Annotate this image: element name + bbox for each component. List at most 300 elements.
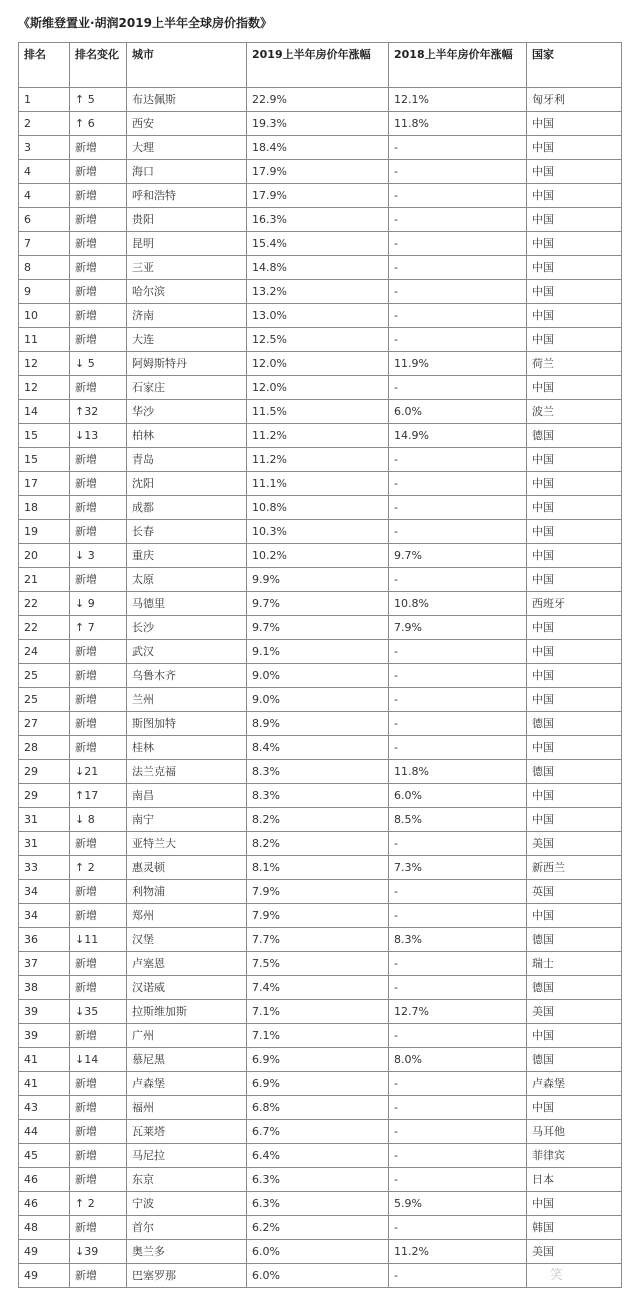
table-row: [19, 952, 622, 976]
country-cell: 中国: [527, 520, 622, 544]
growth-2018-cell: -: [389, 1216, 527, 1240]
country-cell: 日本: [527, 1168, 622, 1192]
country-cell: 中国: [527, 280, 622, 304]
growth-2019-cell: 6.9%: [247, 1048, 389, 1072]
growth-2019-cell: 6.8%: [247, 1096, 389, 1120]
rank-change-cell: ↓ 5: [70, 352, 127, 376]
growth-2018-cell: -: [389, 1144, 527, 1168]
growth-2019-cell: 22.9%: [247, 88, 389, 112]
rank-change-cell: 新增: [70, 472, 127, 496]
rank-cell: 34: [19, 904, 70, 928]
rank-change-cell: 新增: [70, 1264, 127, 1288]
country-cell: 荷兰: [527, 352, 622, 376]
rank-change-cell: ↑ 6: [70, 112, 127, 136]
rank-change-cell: ↓13: [70, 424, 127, 448]
table-row: [19, 1096, 622, 1120]
growth-2018-cell: 9.7%: [389, 544, 527, 568]
growth-2018-cell: -: [389, 376, 527, 400]
rank-change-cell: 新增: [70, 568, 127, 592]
table-row: [19, 1024, 622, 1048]
city-cell: 武汉: [127, 640, 247, 664]
rank-change-cell: 新增: [70, 280, 127, 304]
table-row: [19, 1216, 622, 1240]
rank-change-cell: 新增: [70, 256, 127, 280]
rank-change-cell: ↓ 8: [70, 808, 127, 832]
rank-change-cell: 新增: [70, 208, 127, 232]
country-cell: 中国: [527, 256, 622, 280]
city-cell: 奥兰多: [127, 1240, 247, 1264]
rank-cell: 4: [19, 184, 70, 208]
rank-cell: 18: [19, 496, 70, 520]
rank-change-cell: 新增: [70, 712, 127, 736]
rank-change-cell: 新增: [70, 136, 127, 160]
rank-change-cell: 新增: [70, 520, 127, 544]
table-row: [19, 664, 622, 688]
growth-2019-cell: 6.0%: [247, 1264, 389, 1288]
rank-change-cell: 新增: [70, 952, 127, 976]
rank-cell: 44: [19, 1120, 70, 1144]
city-cell: 昆明: [127, 232, 247, 256]
growth-2018-cell: 11.8%: [389, 112, 527, 136]
city-cell: 长沙: [127, 616, 247, 640]
city-cell: 沈阳: [127, 472, 247, 496]
rank-cell: 27: [19, 712, 70, 736]
growth-2019-cell: 10.8%: [247, 496, 389, 520]
table-row: [19, 1048, 622, 1072]
table-row: [19, 1168, 622, 1192]
table-body: [19, 88, 622, 1288]
country-cell: 中国: [527, 472, 622, 496]
table-row: [19, 1120, 622, 1144]
table-row: [19, 112, 622, 136]
country-cell: 德国: [527, 928, 622, 952]
table-row: [19, 424, 622, 448]
country-cell: 中国: [527, 136, 622, 160]
rank-change-cell: 新增: [70, 1024, 127, 1048]
growth-2019-cell: 19.3%: [247, 112, 389, 136]
growth-2019-cell: 6.3%: [247, 1192, 389, 1216]
growth-2019-cell: 7.1%: [247, 1000, 389, 1024]
growth-2019-cell: 6.0%: [247, 1240, 389, 1264]
rank-cell: 11: [19, 328, 70, 352]
table-row: [19, 256, 622, 280]
rank-cell: 22: [19, 616, 70, 640]
rank-cell: 2: [19, 112, 70, 136]
header-growth-2019: 2019上半年房价年涨幅: [247, 43, 389, 88]
city-cell: 重庆: [127, 544, 247, 568]
rank-change-cell: ↑17: [70, 784, 127, 808]
growth-2018-cell: 11.2%: [389, 1240, 527, 1264]
country-cell: 马耳他: [527, 1120, 622, 1144]
growth-2018-cell: -: [389, 520, 527, 544]
city-cell: 慕尼黑: [127, 1048, 247, 1072]
city-cell: 法兰克福: [127, 760, 247, 784]
growth-2019-cell: 18.4%: [247, 136, 389, 160]
country-cell: 波兰: [527, 400, 622, 424]
table-row: [19, 1072, 622, 1096]
rank-cell: 41: [19, 1072, 70, 1096]
table-row: [19, 1240, 622, 1264]
country-cell: 中国: [527, 808, 622, 832]
page-title: 《斯维登置业·胡润2019上半年全球房价指数》: [18, 16, 272, 30]
rank-cell: 6: [19, 208, 70, 232]
table-row: [19, 280, 622, 304]
rank-change-cell: ↓ 3: [70, 544, 127, 568]
growth-2019-cell: 12.0%: [247, 376, 389, 400]
header-rank: 排名: [19, 43, 70, 88]
growth-2019-cell: 7.9%: [247, 904, 389, 928]
table-row: [19, 400, 622, 424]
city-cell: 长春: [127, 520, 247, 544]
rank-cell: 12: [19, 376, 70, 400]
growth-2018-cell: -: [389, 640, 527, 664]
rank-change-cell: 新增: [70, 496, 127, 520]
rank-cell: 46: [19, 1192, 70, 1216]
table-row: [19, 496, 622, 520]
growth-2019-cell: 8.9%: [247, 712, 389, 736]
rank-cell: 15: [19, 424, 70, 448]
growth-2018-cell: 12.7%: [389, 1000, 527, 1024]
growth-2018-cell: 8.3%: [389, 928, 527, 952]
growth-2019-cell: 9.0%: [247, 688, 389, 712]
header-city: 城市: [127, 43, 247, 88]
city-cell: 郑州: [127, 904, 247, 928]
rank-cell: 29: [19, 784, 70, 808]
growth-2019-cell: 17.9%: [247, 184, 389, 208]
city-cell: 华沙: [127, 400, 247, 424]
growth-2018-cell: -: [389, 976, 527, 1000]
table-row: [19, 352, 622, 376]
growth-2019-cell: 15.4%: [247, 232, 389, 256]
rank-change-cell: 新增: [70, 328, 127, 352]
growth-2018-cell: 14.9%: [389, 424, 527, 448]
growth-2019-cell: 17.9%: [247, 160, 389, 184]
table-row: [19, 616, 622, 640]
growth-2018-cell: -: [389, 280, 527, 304]
rank-change-cell: ↓39: [70, 1240, 127, 1264]
city-cell: 南宁: [127, 808, 247, 832]
growth-2018-cell: 7.3%: [389, 856, 527, 880]
table-row: [19, 568, 622, 592]
rank-change-cell: 新增: [70, 448, 127, 472]
rank-change-cell: 新增: [70, 1168, 127, 1192]
growth-2018-cell: -: [389, 496, 527, 520]
growth-2019-cell: 11.2%: [247, 424, 389, 448]
table-row: [19, 208, 622, 232]
growth-2018-cell: 7.9%: [389, 616, 527, 640]
country-cell: 美国: [527, 1000, 622, 1024]
table-row: [19, 880, 622, 904]
table-row: [19, 304, 622, 328]
country-cell: 中国: [527, 1096, 622, 1120]
growth-2018-cell: -: [389, 304, 527, 328]
country-cell: 美国: [527, 1240, 622, 1264]
rank-cell: 48: [19, 1216, 70, 1240]
country-cell: 中国: [527, 640, 622, 664]
rank-cell: 46: [19, 1168, 70, 1192]
country-cell: 中国: [527, 496, 622, 520]
table-row: [19, 184, 622, 208]
growth-2018-cell: -: [389, 568, 527, 592]
country-cell: 中国: [527, 1192, 622, 1216]
city-cell: 惠灵顿: [127, 856, 247, 880]
rank-cell: 34: [19, 880, 70, 904]
country-cell: 中国: [527, 112, 622, 136]
rank-change-cell: 新增: [70, 904, 127, 928]
country-cell: 中国: [527, 448, 622, 472]
country-cell: 韩国: [527, 1216, 622, 1240]
city-cell: 亚特兰大: [127, 832, 247, 856]
growth-2019-cell: 8.3%: [247, 760, 389, 784]
growth-2019-cell: 16.3%: [247, 208, 389, 232]
rank-cell: 49: [19, 1264, 70, 1288]
growth-2018-cell: 6.0%: [389, 784, 527, 808]
growth-2019-cell: 12.0%: [247, 352, 389, 376]
table-row: [19, 904, 622, 928]
city-cell: 马尼拉: [127, 1144, 247, 1168]
rank-cell: 7: [19, 232, 70, 256]
growth-2019-cell: 10.3%: [247, 520, 389, 544]
city-cell: 卢森堡: [127, 1072, 247, 1096]
country-cell: 中国: [527, 616, 622, 640]
city-cell: 汉诺威: [127, 976, 247, 1000]
growth-2018-cell: -: [389, 880, 527, 904]
rank-change-cell: 新增: [70, 640, 127, 664]
rank-cell: 10: [19, 304, 70, 328]
growth-2018-cell: -: [389, 160, 527, 184]
city-cell: 巴塞罗那: [127, 1264, 247, 1288]
rank-change-cell: ↑ 2: [70, 1192, 127, 1216]
table-row: [19, 472, 622, 496]
growth-2019-cell: 12.5%: [247, 328, 389, 352]
table-row: [19, 784, 622, 808]
growth-2018-cell: -: [389, 688, 527, 712]
growth-2019-cell: 9.7%: [247, 616, 389, 640]
country-cell: 中国: [527, 568, 622, 592]
city-cell: 南昌: [127, 784, 247, 808]
table-header-row: [19, 43, 622, 88]
rank-change-cell: 新增: [70, 736, 127, 760]
rank-cell: 31: [19, 832, 70, 856]
rank-change-cell: ↓11: [70, 928, 127, 952]
growth-2019-cell: 6.9%: [247, 1072, 389, 1096]
table-row: [19, 136, 622, 160]
city-cell: 成都: [127, 496, 247, 520]
table-row: [19, 1144, 622, 1168]
growth-2018-cell: -: [389, 832, 527, 856]
country-cell: 中国: [527, 160, 622, 184]
rank-change-cell: 新增: [70, 880, 127, 904]
country-cell: 卢森堡: [527, 1072, 622, 1096]
table-row: [19, 640, 622, 664]
rank-cell: 28: [19, 736, 70, 760]
ranking-table: [18, 42, 622, 1288]
country-cell: 中国: [527, 232, 622, 256]
city-cell: 乌鲁木齐: [127, 664, 247, 688]
rank-cell: 25: [19, 688, 70, 712]
city-cell: 桂林: [127, 736, 247, 760]
table-row: [19, 88, 622, 112]
growth-2018-cell: -: [389, 736, 527, 760]
rank-change-cell: ↓ 9: [70, 592, 127, 616]
city-cell: 广州: [127, 1024, 247, 1048]
country-cell: 德国: [527, 760, 622, 784]
rank-cell: 3: [19, 136, 70, 160]
growth-2019-cell: 7.1%: [247, 1024, 389, 1048]
growth-2019-cell: 8.2%: [247, 808, 389, 832]
rank-cell: 36: [19, 928, 70, 952]
rank-cell: 14: [19, 400, 70, 424]
growth-2019-cell: 14.8%: [247, 256, 389, 280]
rank-change-cell: ↓21: [70, 760, 127, 784]
growth-2018-cell: 8.0%: [389, 1048, 527, 1072]
rank-change-cell: 新增: [70, 832, 127, 856]
city-cell: 阿姆斯特丹: [127, 352, 247, 376]
header-rank-change: 排名变化: [70, 43, 127, 88]
rank-change-cell: 新增: [70, 304, 127, 328]
growth-2018-cell: -: [389, 256, 527, 280]
growth-2018-cell: 8.5%: [389, 808, 527, 832]
table-row: [19, 712, 622, 736]
rank-cell: 12: [19, 352, 70, 376]
city-cell: 卢塞恩: [127, 952, 247, 976]
rank-cell: 9: [19, 280, 70, 304]
table-row: [19, 1000, 622, 1024]
table-row: [19, 856, 622, 880]
rank-cell: 22: [19, 592, 70, 616]
growth-2018-cell: -: [389, 664, 527, 688]
rank-cell: 15: [19, 448, 70, 472]
table-row: [19, 736, 622, 760]
city-cell: 福州: [127, 1096, 247, 1120]
rank-change-cell: 新增: [70, 1096, 127, 1120]
growth-2019-cell: 7.9%: [247, 880, 389, 904]
country-cell: 中国: [527, 544, 622, 568]
country-cell: 英国: [527, 880, 622, 904]
rank-change-cell: 新增: [70, 1120, 127, 1144]
city-cell: 大理: [127, 136, 247, 160]
table-row: [19, 808, 622, 832]
city-cell: 柏林: [127, 424, 247, 448]
growth-2019-cell: 7.7%: [247, 928, 389, 952]
country-cell: 瑞士: [527, 952, 622, 976]
rank-change-cell: 新增: [70, 184, 127, 208]
country-cell: 中国: [527, 736, 622, 760]
rank-cell: 33: [19, 856, 70, 880]
table-row: [19, 688, 622, 712]
city-cell: 马德里: [127, 592, 247, 616]
growth-2019-cell: 8.3%: [247, 784, 389, 808]
country-cell: 中国: [527, 184, 622, 208]
header-growth-2018: 2018上半年房价年涨幅: [389, 43, 527, 88]
city-cell: 布达佩斯: [127, 88, 247, 112]
city-cell: 西安: [127, 112, 247, 136]
city-cell: 石家庄: [127, 376, 247, 400]
rank-change-cell: 新增: [70, 232, 127, 256]
rank-cell: 37: [19, 952, 70, 976]
growth-2019-cell: 13.0%: [247, 304, 389, 328]
country-cell: 德国: [527, 712, 622, 736]
country-cell: 中国: [527, 208, 622, 232]
growth-2018-cell: -: [389, 1096, 527, 1120]
country-cell: 美国: [527, 832, 622, 856]
growth-2018-cell: -: [389, 1120, 527, 1144]
rank-cell: 20: [19, 544, 70, 568]
growth-2019-cell: 9.9%: [247, 568, 389, 592]
rank-change-cell: ↑ 5: [70, 88, 127, 112]
rank-change-cell: ↑ 2: [70, 856, 127, 880]
growth-2018-cell: -: [389, 1264, 527, 1288]
city-cell: 利物浦: [127, 880, 247, 904]
country-cell: 匈牙利: [527, 88, 622, 112]
rank-cell: 45: [19, 1144, 70, 1168]
table-row: [19, 976, 622, 1000]
growth-2018-cell: 5.9%: [389, 1192, 527, 1216]
rank-change-cell: 新增: [70, 664, 127, 688]
table-row: [19, 448, 622, 472]
city-cell: 汉堡: [127, 928, 247, 952]
rank-cell: 8: [19, 256, 70, 280]
rank-change-cell: 新增: [70, 1216, 127, 1240]
growth-2018-cell: -: [389, 712, 527, 736]
watermark: 笑: [550, 1268, 564, 1283]
city-cell: 太原: [127, 568, 247, 592]
country-cell: 中国: [527, 304, 622, 328]
city-cell: 呼和浩特: [127, 184, 247, 208]
city-cell: 贵阳: [127, 208, 247, 232]
rank-cell: 49: [19, 1240, 70, 1264]
rank-cell: 39: [19, 1024, 70, 1048]
growth-2019-cell: 6.3%: [247, 1168, 389, 1192]
growth-2019-cell: 8.4%: [247, 736, 389, 760]
country-cell: 中国: [527, 904, 622, 928]
growth-2018-cell: 12.1%: [389, 88, 527, 112]
growth-2019-cell: 7.5%: [247, 952, 389, 976]
rank-cell: 4: [19, 160, 70, 184]
rank-change-cell: ↑32: [70, 400, 127, 424]
growth-2019-cell: 6.7%: [247, 1120, 389, 1144]
growth-2019-cell: 11.2%: [247, 448, 389, 472]
table-row: [19, 592, 622, 616]
growth-2018-cell: 10.8%: [389, 592, 527, 616]
growth-2018-cell: -: [389, 1024, 527, 1048]
rank-cell: 41: [19, 1048, 70, 1072]
growth-2019-cell: 6.4%: [247, 1144, 389, 1168]
country-cell: 西班牙: [527, 592, 622, 616]
rank-cell: 31: [19, 808, 70, 832]
growth-2018-cell: -: [389, 232, 527, 256]
rank-change-cell: 新增: [70, 976, 127, 1000]
city-cell: 济南: [127, 304, 247, 328]
city-cell: 瓦莱塔: [127, 1120, 247, 1144]
growth-2019-cell: 8.1%: [247, 856, 389, 880]
rank-change-cell: 新增: [70, 160, 127, 184]
rank-cell: 38: [19, 976, 70, 1000]
table-row: [19, 928, 622, 952]
city-cell: 三亚: [127, 256, 247, 280]
table-row: [19, 1192, 622, 1216]
rank-change-cell: 新增: [70, 688, 127, 712]
growth-2018-cell: 11.9%: [389, 352, 527, 376]
country-cell: 中国: [527, 376, 622, 400]
city-cell: 兰州: [127, 688, 247, 712]
country-cell: 中国: [527, 664, 622, 688]
rank-cell: 24: [19, 640, 70, 664]
growth-2019-cell: 11.1%: [247, 472, 389, 496]
rank-change-cell: ↓14: [70, 1048, 127, 1072]
growth-2018-cell: 11.8%: [389, 760, 527, 784]
growth-2018-cell: -: [389, 448, 527, 472]
